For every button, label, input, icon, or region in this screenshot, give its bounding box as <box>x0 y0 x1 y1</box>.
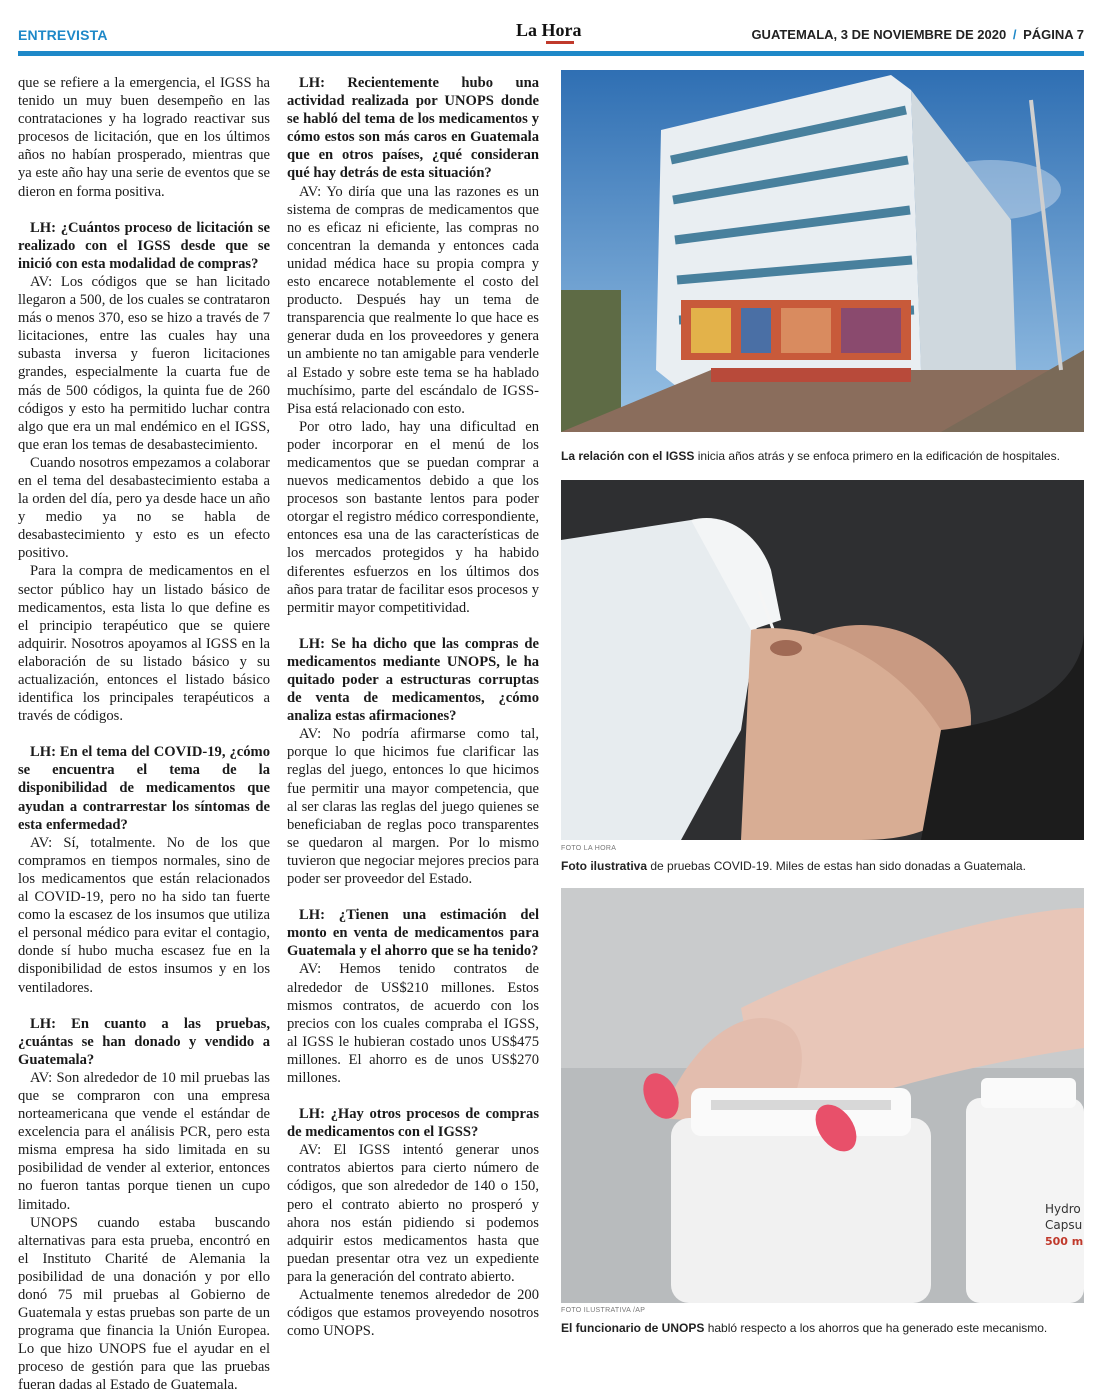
interview-question: LH: Se ha dicho que las compras de medicamentos mediante UNOPS, le ha quitado poder a estructuras corruptas de venta de medicamentos, ¿cómo analiza estas afirmaciones? <box>287 635 539 725</box>
issue-date: GUATEMALA, 3 DE NOVIEMBRE DE 2020 <box>751 27 1007 42</box>
interview-question: LH: Recientemente hubo una actividad realizada por UNOPS donde se habló del tema de los medicamentos y cómo estos son más caros en Guatemala que en otros países, ¿qué consideran qué hay detrás de esta situación? <box>287 75 539 182</box>
interview-question: LH: En cuanto a las pruebas, ¿cuántas se han donado y vendido a Guatemala? <box>18 1015 270 1068</box>
interview-question: LH: En el tema del COVID-19, ¿cómo se encuentra el tema de la disponibilidad de medicamentos que ayudan a contrarrestar los síntomas de esta enfermedad? <box>18 744 270 833</box>
newspaper-logo: La Hora <box>516 20 582 41</box>
interview-paragraph: AV: No podría afirmarse como tal, porque lo que hicimos fue clarificar las reglas del juego, entonces lo que hicimos fue permitir una mayor competencia, que al ser claras las reglas del juego quienes se beneficiaban de reglas poco transparentes se quedaron al margen. Por lo mismo tuvieron que negociar mejores precios para poder ser proveedor del Estado. <box>287 726 539 888</box>
interview-paragraph: Actualmente tenemos alrededor de 200 códigos que estamos proveyendo nosotros como UNOPS. <box>287 1287 539 1340</box>
interview-paragraph: AV: Los códigos que se han licitado llegaron a 500, de los cuales se contrataron más o menos 370, eso se hizo a través de 7 licitaciones, entre las cuales hay una subasta inversa y fueron licitaciones grandes, especialmente la cuarta fue de más de 500 códigos, la quinta fue de 260 códigos y esto ha permitido luchar contra algo que era un mal endémico en el IGSS, que eran los temas de desabastecimiento. <box>18 273 270 453</box>
interview-paragraph: que se refiere a la emergencia, el IGSS ha tenido un muy buen desempeño en las contrataciones y ha logrado reactivar sus procesos de licitación, que en los últimos años no habían prosperado, mientras que ya este año hay una serie de eventos que se dieron en forma positiva. <box>18 75 270 200</box>
interview-paragraph: AV: El IGSS intentó generar unos contratos abiertos para cierto número de códigos, que son alrededor de 140 o 150, pero el contrato abierto no prosperó y ahora nos están pidiendo si podemos adquirir estos medicamentos hasta que puedan presentar otra vez un expediente para la generación del contrato abierto. <box>287 1142 539 1285</box>
covid-test-photo <box>561 480 1084 840</box>
interview-paragraph: Para la compra de medicamentos en el sector público hay un listado básico de medicamentos, esta lista lo que define es el principio terapéutico que se quiere adquirir. Nosotros apoyamos al IGSS en la elaboración de su listado básico y su actualización, entonces el listado básico identifica los principales terapéuticos a través de códigos. <box>18 563 270 725</box>
masthead <box>18 20 1084 54</box>
interview-paragraph: UNOPS cuando estaba buscando alternativas para esta prueba, encontró en el Instituto Charité de Alemania la posibilidad de una donación y por ello donó 75 mil pruebas al Gobierno de Guatemala y estas pruebas son parte de un programa que financia la Unión Europea. Lo que hizo UNOPS fue el ayudar en el proceso de gestión para que las pruebas fueran dadas al Estado de Guatemala. <box>18 1214 270 1394</box>
bottle-photo-credit: FOTO ILUSTRATIVA /AP <box>561 1307 646 1314</box>
dateline-separator: / <box>1012 27 1017 42</box>
medicine-bottle-photo <box>561 888 1084 1303</box>
dateline <box>751 27 1084 42</box>
hospital-photo <box>561 70 1084 432</box>
page-number: PÁGINA 7 <box>1023 27 1084 42</box>
interview-question: LH: ¿Tienen una estimación del monto en venta de medicamentos para Guatemala y el ahorro que se ha tenido? <box>287 907 539 960</box>
covid-test-caption: Foto ilustrativa de pruebas COVID-19. Miles de estas han sido donadas a Guatemala. <box>561 859 1026 873</box>
interview-paragraph: Cuando nosotros empezamos a colaborar en el tema del desabastecimiento estaba a la orden del día, pero ya desde hace un año y medio ya no se habla de desabastecimiento y esto es un efecto positivo. <box>18 454 270 562</box>
interview-paragraph: AV: Sí, totalmente. No de los que compramos en tiempos normales, sino de los medicamentos que están relacionados al COVID-19, pero no ha sido tan fuerte como la escasez de los insumos que utiliza el personal médico para evitar el contagio, donde sí hubo mucha escasez fue en la disponibilidad de estos insumos y en los ventiladores. <box>18 834 270 996</box>
bottle-label-line3: 500 m <box>1045 1235 1084 1248</box>
interview-question: LH: ¿Cuántos proceso de licitación se realizado con el IGSS desde que se inició con esta modalidad de compras? <box>18 219 270 272</box>
interview-paragraph: AV: Hemos tenido contratos de alrededor de US$210 millones. Estos mismos contratos, de acuerdo con los precios con los cuales compraba el IGSS, al IGSS le hubieran costado unos US$475 millones. El ahorro es de unos US$270 millones. <box>287 961 539 1086</box>
header-rule <box>18 51 1084 56</box>
interview-question: LH: ¿Hay otros procesos de compras de medicamentos con el IGSS? <box>287 1106 539 1141</box>
interview-paragraph: AV: Yo diría que una las razones es un sistema de compras de medicamentos que no es eficaz ni eficiente, las compras no concentran la demanda y entonces cada unidad médica hace su propia compra y esto encarece notablemente el costo del producto. Después hay un tema de transparencia que realmente lo que hace es generar duda en los proveedores y genera un ambiente no tan amigable para venderle al Estado y sobre este tema se ha hablado muchísimo, parte del escándalo de IGSS-Pisa está relacionado con esto. <box>287 183 539 417</box>
interview-paragraph: AV: Son alrededor de 10 mil pruebas las que se compraron con una empresa norteamericana que vende el estándar de excelencia para el análisis PCR, pero esta misma empresa ha sido limitada en su posibilidad de vender al exterior, entonces no fueron tantas porque tienen un cupo limitado. <box>18 1069 270 1213</box>
article-column-2 <box>287 74 539 1340</box>
bottle-label-line1: Hydro <box>1045 1202 1081 1216</box>
bottle-label-line2: Capsu <box>1045 1218 1083 1232</box>
interview-paragraph: Por otro lado, hay una dificultad en poder incorporar en el menú de los medicamentos que se puedan comprar a nuevos medicamentos debido a que los procesos son bastante lentos para poder otorgar el registro médico correspondiente, entonces esa una de las características de los mercados protegidos y ha habido diferentes esfuerzos en los últimos dos años para tratar de facilitar esos procesos y permitir mayor competitividad. <box>287 418 539 616</box>
article-column-1 <box>18 74 270 1395</box>
hospital-caption: La relación con el IGSS inicia años atrás y se enfoca primero en la edificación de hospitales. <box>561 449 1060 463</box>
covid-photo-credit: FOTO LA HORA <box>561 845 617 852</box>
medicine-bottle-caption: El funcionario de UNOPS habló respecto a los ahorros que ha generado este mecanismo. <box>561 1321 1048 1335</box>
section-label: ENTREVISTA <box>18 27 108 43</box>
